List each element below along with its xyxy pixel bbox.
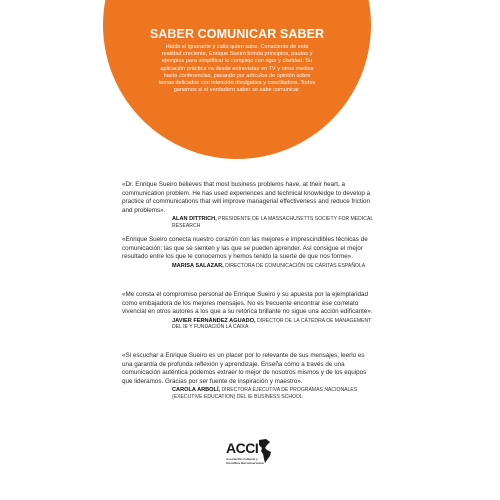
blurb-role: DIRECTORA EJECUTIVA DE PROGRAMAS NACIONALES (EXECUTIVE EDUCATION) DEL IE BUSINESS SCHOOL [172, 387, 358, 400]
blurb-attribution [172, 216, 376, 229]
blurb-dittrich [122, 181, 376, 230]
blurb-person: MARISA SALAZAR, [172, 262, 224, 269]
blurb-person: ALAN DITTRICH, [172, 216, 217, 223]
acci-logo [226, 441, 274, 487]
logo-tagline: Asociación Cultural y Científica Iberoamericana [226, 457, 264, 465]
blurb-person: CAROLA ARBOLÍ, [172, 387, 221, 394]
blurb-quote: «Me consta el compromiso personal de Enrique Sueiro y su apuesta por la ejemplaridad como embajadora de los mejores mensajes. No es frecuente encontrar ese correlato vivencial en otros autores a los que a su retórica brillante no sigue una acción edificante». [122, 291, 373, 316]
blurb-role: PRESIDENTE DE LA MASSACHUSETTS SOCIETY FOR MEDICAL RESEARCH [172, 216, 373, 229]
logo-name: ACCI [226, 440, 259, 456]
blurb-quote: «Enrique Sueiro conecta nuestro corazón con las mejores e imprescindibles técnicas de comunicación: las que se sienten y las que se pueden aprender. Así consigue el mejor resultado entre los que le conocemos y hemos tenido la suerte de que nos forme». [122, 236, 368, 261]
americas-map-icon [257, 439, 273, 463]
blurb-fernandez-aguado [122, 291, 376, 331]
blurb-quote: «Si escuchar a Enrique Sueiro es un placer por lo relevante de sus mensajes, leerlo es una garantía de profunda reflexión y aprendizaje. Enseña cómo a través de una comunicación auténtica podemos extraer lo mejor de nosotros mismos y de los equipos que lideramos. Gracias por ser fuente de inspiración y maestro». [122, 352, 367, 385]
book-title [0, 27, 474, 41]
blurb-person: JAVIER FERNÁNDEZ AGUADO, [172, 317, 256, 324]
blurb-attribution [172, 318, 376, 331]
blurb-role: DIRECTORA DE COMUNICACIÓN DE CÁRITAS ESPAÑOLA [223, 262, 366, 269]
title-part-saber: SABER [149, 27, 195, 41]
blurb-quote: «Dr. Enrique Sueiro believes that most business problems have, at their heart, a communication problem. He has used experiences and technical knowledge to develop a practice of communications that will improve managerial effectiveness and reduce friction and problems». [122, 181, 371, 214]
blurb-salazar [122, 236, 376, 269]
title-part-rest: COMUNICAR SABER [194, 27, 325, 41]
blurb-attribution [172, 387, 376, 400]
blurb-attribution [172, 263, 376, 270]
blurb-role: DIRECTOR DE LA CÁTEDRA DE MANAGEMENT DEL IE Y FUNDACIÓN LA CAIXA [172, 317, 372, 331]
blurb-arboli [122, 352, 376, 401]
book-summary: Habla el ignorante y calla quien sabe. Consciente de esta realidad creciente, Enrique Sueiro brinda principios, pautas y ejemplos para simplificar lo complejo con rigor y claridad. Su aplicación práctica va desde entrevistas en TV y otros medios hasta conferencias, pasando por artículos de opinión sobre temas delicados con intención divulgativa y conciliadora. Todos ganamos si el verdadero saber se sabe comunicar. [158, 44, 316, 94]
